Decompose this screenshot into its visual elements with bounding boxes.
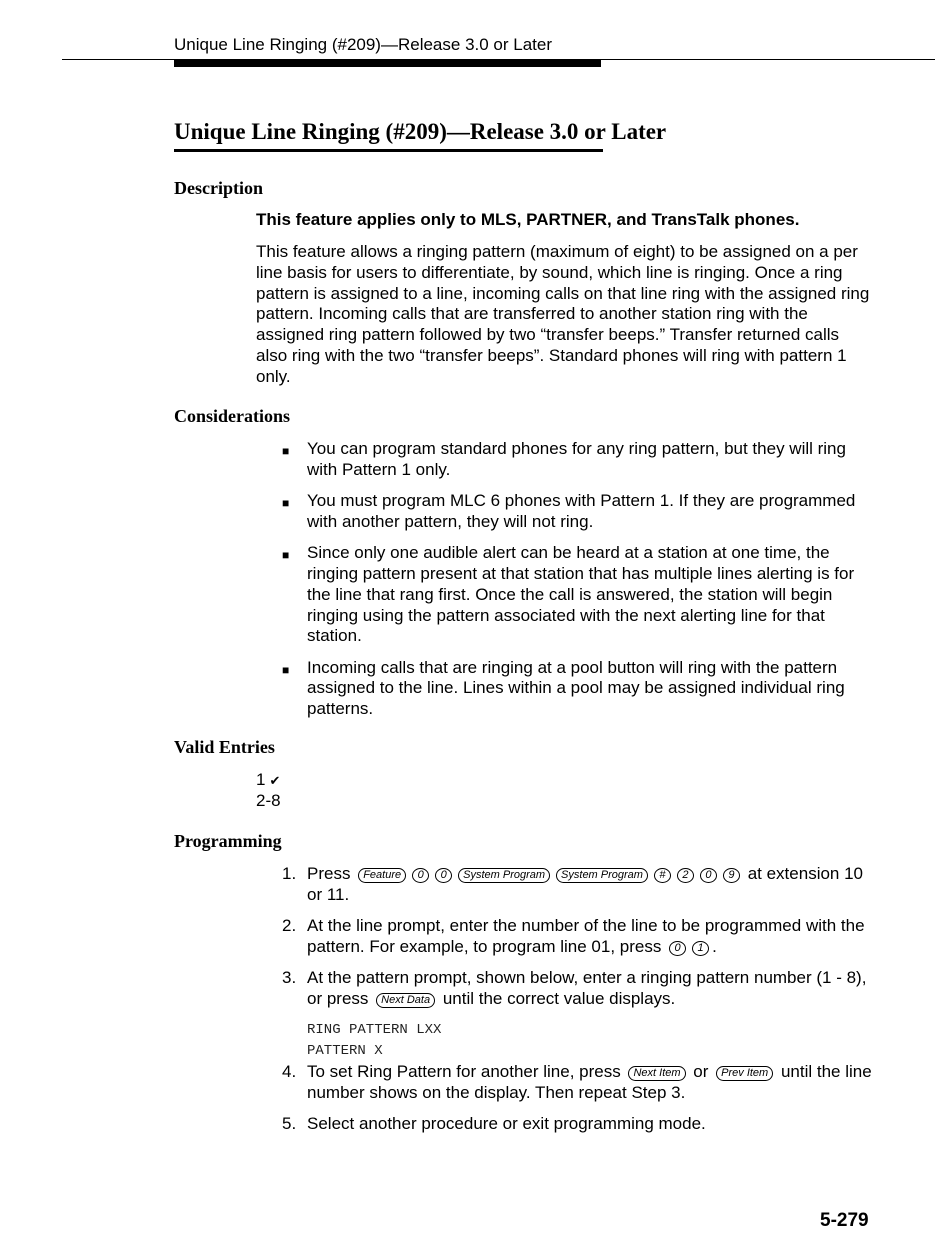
step-1 <box>282 864 872 906</box>
bullet-icon: ■ <box>282 662 290 677</box>
programming-heading: Programming <box>174 831 282 851</box>
zero-key-icon: 0 <box>669 941 686 956</box>
step-text: until the correct value displays. <box>442 988 676 1008</box>
list-item <box>282 543 872 647</box>
step-5 <box>282 1114 872 1135</box>
description-line: line basis for users to differentiate, by sound, which line is ringing. Once a ring <box>256 262 843 282</box>
description-line: pattern. Incoming calls that are transferred to another station ring with the <box>256 304 808 324</box>
list-item-text: You must program MLC 6 phones with Pattern 1. If they are programmed with another pattern, they will not ring. <box>307 491 856 531</box>
bullet-icon: ■ <box>282 548 290 563</box>
step-number: 2. <box>282 915 297 935</box>
step-3 <box>282 968 872 1062</box>
list-item-text: You can program standard phones for any ring pattern, but they will ring with Pattern 1 only. <box>307 439 846 479</box>
step-2 <box>282 916 872 958</box>
step-text: until the line number shows on the display. Then repeat Step 3. <box>307 1061 872 1102</box>
step-text: Press <box>307 864 351 883</box>
step-number: 5. <box>282 1113 297 1133</box>
title-underline <box>174 149 603 152</box>
step-text: at extension 10 or 11. <box>307 864 864 904</box>
step-number: 4. <box>282 1061 297 1081</box>
programming-steps <box>282 864 882 1145</box>
display-line: RING PATTERN LXX <box>307 1021 442 1038</box>
description-line: assigned ring pattern followed by two “transfer beeps.” Transfer returned calls <box>256 325 840 345</box>
display-readout <box>307 1020 872 1062</box>
list-item <box>282 491 872 533</box>
zero-key-icon: 0 <box>435 868 452 883</box>
list-item-text: Since only one audible alert can be heard at a station at one time, the ringing pattern present at that station that has multiple lines alerting is for the line that rang first. Once the call is answered, the station will begin ringing using the pattern associated with the next alerting line for that station. <box>307 543 855 646</box>
valid-entry-value: 2-8 <box>256 791 281 810</box>
page-number: 5-279 <box>820 1210 869 1231</box>
nine-key-icon: 9 <box>723 868 740 883</box>
system-program-key-icon: System Program <box>458 868 550 883</box>
valid-entry <box>256 791 281 811</box>
step-text: To set Ring Pattern for another line, press <box>307 1061 621 1081</box>
pound-key-icon: # <box>654 868 671 883</box>
valid-entries-heading: Valid Entries <box>174 737 275 757</box>
valid-entry-value: 1 <box>256 770 266 789</box>
running-header: Unique Line Ringing (#209)—Release 3.0 or Later <box>174 35 553 54</box>
step-text: At the pattern prompt, shown below, enter a ringing pattern number (1 - 8), or press <box>307 967 867 1008</box>
description-paragraph <box>256 242 876 388</box>
list-item <box>282 658 872 720</box>
step-4 <box>282 1062 872 1104</box>
step-text: Select another procedure or exit programming mode. <box>307 1113 706 1133</box>
description-heading: Description <box>174 178 263 198</box>
display-line: PATTERN X <box>307 1042 383 1059</box>
step-text: . <box>712 936 717 956</box>
description-line: also ring with the two “transfer beeps”. Standard phones will ring with pattern 1 <box>256 345 847 365</box>
header-bar <box>174 60 601 67</box>
valid-entry <box>256 770 280 790</box>
prev-item-key-icon: Prev Item <box>716 1066 773 1081</box>
next-data-key-icon: Next Data <box>376 993 435 1008</box>
bullet-icon: ■ <box>282 496 290 511</box>
step-text: or <box>693 1061 709 1081</box>
considerations-heading: Considerations <box>174 406 291 426</box>
zero-key-icon: 0 <box>412 868 429 883</box>
page-title: Unique Line Ringing (#209)—Release 3.0 or Later <box>174 119 667 144</box>
system-program-key-icon: System Program <box>556 868 648 883</box>
step-text: At the line prompt, enter the number of the line to be programmed with the pattern. For example, to program line 01, press <box>307 915 865 956</box>
description-line: only. <box>256 366 291 386</box>
step-number: 3. <box>282 967 297 987</box>
next-item-key-icon: Next Item <box>628 1066 685 1081</box>
list-item <box>282 439 872 481</box>
default-check-icon: ✔ <box>269 773 281 788</box>
step-number: 1. <box>282 864 297 883</box>
list-item-text: Incoming calls that are ringing at a pool button will ring with the pattern assigned to the line. Lines within a pool may be assigned individual ring patterns. <box>307 657 845 719</box>
zero-key-icon: 0 <box>700 868 717 883</box>
description-line: This feature allows a ringing pattern (maximum of eight) to be assigned on a per <box>256 242 858 261</box>
feature-key-icon: Feature <box>358 868 406 883</box>
considerations-list <box>282 439 882 731</box>
one-key-icon: 1 <box>692 941 709 956</box>
bullet-icon: ■ <box>282 444 290 458</box>
description-line: pattern is assigned to a line, incoming calls on that line ring with the assigned ring <box>256 283 870 303</box>
applies-note: This feature applies only to MLS, PARTNER, and TransTalk phones. <box>256 210 800 229</box>
two-key-icon: 2 <box>677 868 694 883</box>
